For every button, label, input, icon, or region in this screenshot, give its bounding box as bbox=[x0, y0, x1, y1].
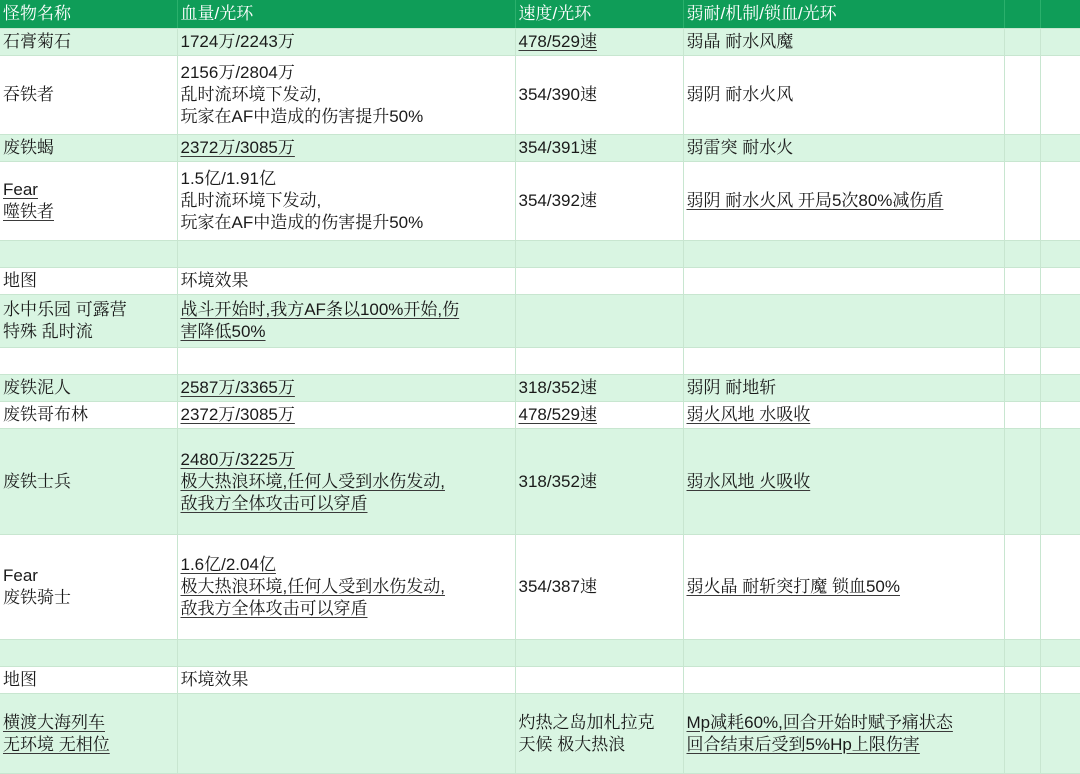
cell-empty[interactable] bbox=[1040, 241, 1080, 268]
cell-empty[interactable] bbox=[1004, 162, 1040, 241]
cell-hp[interactable] bbox=[177, 535, 515, 640]
cell-weakness[interactable] bbox=[683, 694, 1004, 774]
cell-text-line: 敌我方全体攻击可以穿盾 bbox=[180, 493, 368, 513]
cell-hp[interactable] bbox=[177, 295, 515, 348]
cell-text-line: 354/391速 bbox=[518, 138, 597, 157]
cell-text-line: 地图 bbox=[3, 670, 37, 689]
cell-text-line: 318/352速 bbox=[518, 471, 597, 491]
cell-text-line: 弱阴 耐地斩 bbox=[686, 378, 777, 397]
cell-text-line: 噬铁者 bbox=[3, 202, 54, 221]
cell-hp[interactable] bbox=[177, 135, 515, 162]
cell-text-line: Fear bbox=[3, 566, 38, 585]
cell-text-line: 天候 极大热浪 bbox=[518, 734, 626, 754]
cell-text-line: Mp减耗60%,回合开始时赋予痛状态 bbox=[686, 712, 953, 732]
cell-name[interactable] bbox=[0, 268, 177, 295]
cell-name[interactable] bbox=[0, 535, 177, 640]
cell-name[interactable] bbox=[0, 694, 177, 774]
cell-empty[interactable] bbox=[1040, 29, 1080, 56]
table-row bbox=[0, 535, 1080, 640]
header-cell-empty[interactable] bbox=[1004, 0, 1040, 29]
cell-text-line: 478/529速 bbox=[518, 32, 597, 51]
cell-hp[interactable] bbox=[177, 667, 515, 694]
cell-text-line: 极大热浪环境,任何人受到水伤发动, bbox=[180, 471, 445, 491]
cell-speed[interactable] bbox=[515, 162, 683, 241]
cell-empty[interactable] bbox=[1040, 135, 1080, 162]
cell-weakness[interactable] bbox=[683, 348, 1004, 375]
cell-name[interactable] bbox=[0, 402, 177, 429]
cell-text-line: 乱时流环境下发动, bbox=[180, 191, 322, 210]
table-row bbox=[0, 402, 1080, 429]
cell-text-line: 2156万/2804万 bbox=[180, 63, 295, 82]
cell-weakness[interactable] bbox=[683, 667, 1004, 694]
header-cell-name[interactable]: 怪物名称 bbox=[0, 0, 177, 29]
cell-empty[interactable] bbox=[1040, 640, 1080, 667]
cell-hp[interactable] bbox=[177, 56, 515, 135]
table-row bbox=[0, 241, 1080, 268]
cell-weakness[interactable] bbox=[683, 375, 1004, 402]
cell-speed[interactable] bbox=[515, 135, 683, 162]
cell-weakness[interactable] bbox=[683, 402, 1004, 429]
cell-text-line: 灼热之岛加札拉克 bbox=[518, 712, 655, 732]
table-row bbox=[0, 375, 1080, 402]
table-row bbox=[0, 429, 1080, 535]
header-cell-weakness[interactable]: 弱耐/机制/锁血/光环 bbox=[683, 0, 1004, 29]
cell-empty[interactable] bbox=[1040, 535, 1080, 640]
cell-weakness[interactable] bbox=[683, 535, 1004, 640]
cell-speed[interactable] bbox=[515, 640, 683, 667]
cell-empty[interactable] bbox=[1004, 135, 1040, 162]
header-row bbox=[0, 0, 1080, 29]
header-cell-speed[interactable]: 速度/光环 bbox=[515, 0, 683, 29]
cell-name[interactable] bbox=[0, 135, 177, 162]
cell-text-line: 354/390速 bbox=[518, 85, 597, 104]
cell-empty[interactable] bbox=[1004, 640, 1040, 667]
cell-name[interactable] bbox=[0, 348, 177, 375]
table-row bbox=[0, 29, 1080, 56]
cell-name[interactable] bbox=[0, 640, 177, 667]
cell-text-line: 玩家在AF中造成的伤害提升50% bbox=[180, 107, 424, 126]
cell-speed[interactable] bbox=[515, 348, 683, 375]
cell-weakness[interactable] bbox=[683, 241, 1004, 268]
cell-hp[interactable] bbox=[177, 429, 515, 535]
cell-empty[interactable] bbox=[1004, 56, 1040, 135]
cell-text-line: 回合结束后受到5%Hp上限伤害 bbox=[686, 734, 920, 754]
cell-speed[interactable] bbox=[515, 241, 683, 268]
cell-text-line: 地图 bbox=[3, 271, 37, 290]
cell-weakness[interactable] bbox=[683, 162, 1004, 241]
cell-empty[interactable] bbox=[1040, 429, 1080, 535]
cell-speed[interactable] bbox=[515, 694, 683, 774]
cell-hp[interactable] bbox=[177, 348, 515, 375]
cell-text-line: 废铁泥人 bbox=[3, 378, 71, 397]
cell-speed[interactable] bbox=[515, 535, 683, 640]
cell-hp[interactable] bbox=[177, 241, 515, 268]
cell-text-line: 弱晶 耐水风魔 bbox=[686, 32, 794, 51]
cell-empty[interactable] bbox=[1040, 402, 1080, 429]
cell-weakness[interactable] bbox=[683, 29, 1004, 56]
cell-speed[interactable] bbox=[515, 429, 683, 535]
cell-text-line: 废铁哥布林 bbox=[3, 405, 88, 424]
cell-empty[interactable] bbox=[1004, 295, 1040, 348]
cell-empty[interactable] bbox=[1040, 295, 1080, 348]
cell-empty[interactable] bbox=[1004, 241, 1040, 268]
cell-text-line: 弱雷突 耐水火 bbox=[686, 138, 794, 157]
cell-text-line: 废铁蝎 bbox=[3, 138, 54, 157]
cell-hp[interactable] bbox=[177, 640, 515, 667]
cell-name[interactable] bbox=[0, 241, 177, 268]
cell-text-line: 354/387速 bbox=[518, 577, 597, 596]
cell-empty[interactable] bbox=[1040, 348, 1080, 375]
cell-name[interactable] bbox=[0, 29, 177, 56]
cell-empty[interactable] bbox=[1040, 375, 1080, 402]
cell-text-line: 吞铁者 bbox=[3, 85, 54, 104]
cell-name[interactable] bbox=[0, 295, 177, 348]
cell-text-line: 特殊 乱时流 bbox=[3, 322, 93, 341]
cell-hp[interactable] bbox=[177, 375, 515, 402]
cell-empty[interactable] bbox=[1040, 162, 1080, 241]
cell-name[interactable] bbox=[0, 162, 177, 241]
cell-speed[interactable] bbox=[515, 295, 683, 348]
cell-empty[interactable] bbox=[1004, 694, 1040, 774]
cell-text-line: 横渡大海列车 bbox=[3, 712, 105, 732]
cell-speed[interactable] bbox=[515, 56, 683, 135]
cell-text-line: 354/392速 bbox=[518, 191, 597, 210]
cell-text-line: 1.6亿/2.04亿 bbox=[180, 555, 276, 574]
table-row bbox=[0, 268, 1080, 295]
cell-text-line: 无环境 无相位 bbox=[3, 734, 110, 754]
table-row bbox=[0, 135, 1080, 162]
cell-empty[interactable] bbox=[1004, 348, 1040, 375]
cell-empty[interactable] bbox=[1004, 429, 1040, 535]
cell-text-line: 1.5亿/1.91亿 bbox=[180, 169, 276, 188]
header-cell-hp[interactable]: 血量/光环 bbox=[177, 0, 515, 29]
cell-text-line: 敌我方全体攻击可以穿盾 bbox=[180, 599, 368, 618]
cell-empty[interactable] bbox=[1040, 694, 1080, 774]
cell-text-line: 弱火晶 耐斩突打魔 锁血50% bbox=[686, 577, 900, 596]
cell-hp[interactable] bbox=[177, 162, 515, 241]
cell-name[interactable] bbox=[0, 375, 177, 402]
table-row bbox=[0, 348, 1080, 375]
cell-text-line: 害降低50% bbox=[180, 322, 266, 341]
cell-weakness[interactable] bbox=[683, 268, 1004, 295]
cell-text-line: 2372万/3085万 bbox=[180, 405, 295, 424]
cell-empty[interactable] bbox=[1004, 535, 1040, 640]
cell-text-line: 环境效果 bbox=[180, 670, 249, 689]
cell-text-line: 弱阴 耐水火风 开局5次80%减伤盾 bbox=[686, 191, 944, 210]
cell-empty[interactable] bbox=[1004, 402, 1040, 429]
cell-text-line: Fear bbox=[3, 180, 38, 199]
cell-text-line: 乱时流环境下发动, bbox=[180, 85, 322, 104]
cell-weakness[interactable] bbox=[683, 295, 1004, 348]
table-row bbox=[0, 694, 1080, 774]
cell-text-line: 战斗开始时,我方AF条以100%开始,伤 bbox=[180, 300, 460, 319]
cell-text-line: 水中乐园 可露营 bbox=[3, 300, 127, 319]
cell-empty[interactable] bbox=[1004, 268, 1040, 295]
cell-hp[interactable] bbox=[177, 402, 515, 429]
cell-text-line: 玩家在AF中造成的伤害提升50% bbox=[180, 213, 424, 232]
cell-weakness[interactable] bbox=[683, 429, 1004, 535]
cell-weakness[interactable] bbox=[683, 640, 1004, 667]
table-row bbox=[0, 56, 1080, 135]
table-row bbox=[0, 640, 1080, 667]
cell-empty[interactable] bbox=[1004, 375, 1040, 402]
cell-weakness[interactable] bbox=[683, 56, 1004, 135]
cell-text-line: 2372万/3085万 bbox=[180, 138, 295, 157]
cell-speed[interactable] bbox=[515, 29, 683, 56]
table-row bbox=[0, 667, 1080, 694]
cell-empty[interactable] bbox=[1004, 29, 1040, 56]
header-cell-empty[interactable] bbox=[1040, 0, 1080, 29]
cell-text-line: 弱水风地 火吸收 bbox=[686, 471, 811, 491]
cell-text-line: 2587万/3365万 bbox=[180, 378, 295, 397]
cell-name[interactable] bbox=[0, 667, 177, 694]
cell-empty[interactable] bbox=[1040, 667, 1080, 694]
cell-text-line: 2480万/3225万 bbox=[180, 449, 295, 469]
cell-text-line: 石膏菊石 bbox=[3, 32, 71, 51]
cell-speed[interactable] bbox=[515, 402, 683, 429]
cell-speed[interactable] bbox=[515, 268, 683, 295]
table-row bbox=[0, 162, 1080, 241]
cell-empty[interactable] bbox=[1040, 268, 1080, 295]
cell-hp[interactable] bbox=[177, 29, 515, 56]
cell-weakness[interactable] bbox=[683, 135, 1004, 162]
cell-text-line: 环境效果 bbox=[180, 271, 249, 290]
cell-text-line: 1724万/2243万 bbox=[180, 32, 295, 51]
cell-text-line: 废铁骑士 bbox=[3, 588, 71, 607]
cell-text-line: 318/352速 bbox=[518, 378, 597, 397]
cell-empty[interactable] bbox=[1040, 56, 1080, 135]
cell-speed[interactable] bbox=[515, 375, 683, 402]
cell-text-line: 弱火风地 水吸收 bbox=[686, 405, 811, 424]
cell-text-line: 废铁士兵 bbox=[3, 471, 71, 491]
cell-text-line: 极大热浪环境,任何人受到水伤发动, bbox=[180, 577, 445, 596]
cell-hp[interactable] bbox=[177, 694, 515, 774]
cell-speed[interactable] bbox=[515, 667, 683, 694]
cell-text-line: 弱阴 耐水火风 bbox=[686, 85, 794, 104]
cell-name[interactable] bbox=[0, 429, 177, 535]
cell-hp[interactable] bbox=[177, 268, 515, 295]
cell-name[interactable] bbox=[0, 56, 177, 135]
table-row bbox=[0, 295, 1080, 348]
cell-empty[interactable] bbox=[1004, 667, 1040, 694]
cell-text-line: 478/529速 bbox=[518, 405, 597, 424]
